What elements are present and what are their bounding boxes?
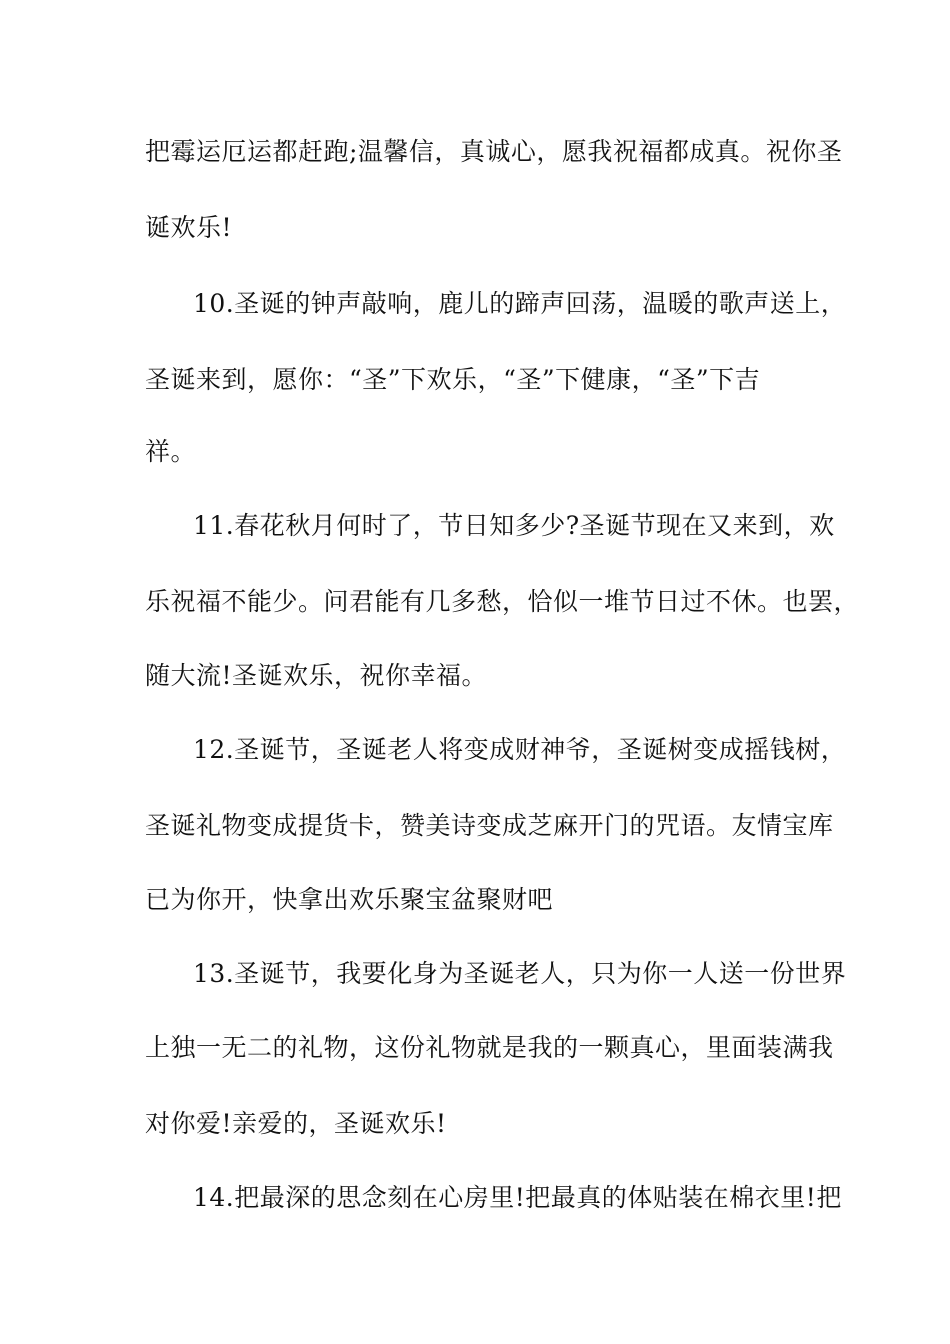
text-line: 对你爱!亲爱的，圣诞欢乐! bbox=[145, 1109, 447, 1138]
text-line: 圣诞来到，愿你：“圣”下欢乐，“圣”下健康，“圣”下吉 bbox=[145, 365, 761, 394]
text-line: 已为你开，快拿出欢乐聚宝盆聚财吧 bbox=[145, 885, 554, 914]
paragraph-14-start: 14.把最深的思念刻在心房里!把最真的体贴装在棉衣里!把 bbox=[193, 1183, 842, 1212]
paragraph-11-start: 11.春花秋月何时了，节日知多少?圣诞节现在又来到，欢 bbox=[193, 511, 835, 540]
text-line: 随大流!圣诞欢乐，祝你幸福。 bbox=[145, 661, 488, 690]
paragraph-12-start: 12.圣诞节，圣诞老人将变成财神爷，圣诞树变成摇钱树， bbox=[193, 735, 847, 764]
text-line: 诞欢乐! bbox=[145, 213, 233, 242]
paragraph-10-start: 10.圣诞的钟声敲响，鹿儿的蹄声回荡，温暖的歌声送上， bbox=[193, 289, 847, 318]
text-line: 乐祝福不能少。问君能有几多愁，恰似一堆节日过不休。也罢， bbox=[145, 587, 860, 616]
text-line: 上独一无二的礼物，这份礼物就是我的一颗真心，里面装满我 bbox=[145, 1033, 834, 1062]
text-line: 把霉运厄运都赶跑;温馨信，真诚心，愿我祝福都成真。祝你圣 bbox=[145, 137, 843, 166]
text-line: 祥。 bbox=[145, 437, 197, 466]
paragraph-13-start: 13.圣诞节，我要化身为圣诞老人，只为你一人送一份世界 bbox=[193, 959, 847, 988]
text-line: 圣诞礼物变成提货卡，赞美诗变成芝麻开门的咒语。友情宝库 bbox=[145, 811, 834, 840]
